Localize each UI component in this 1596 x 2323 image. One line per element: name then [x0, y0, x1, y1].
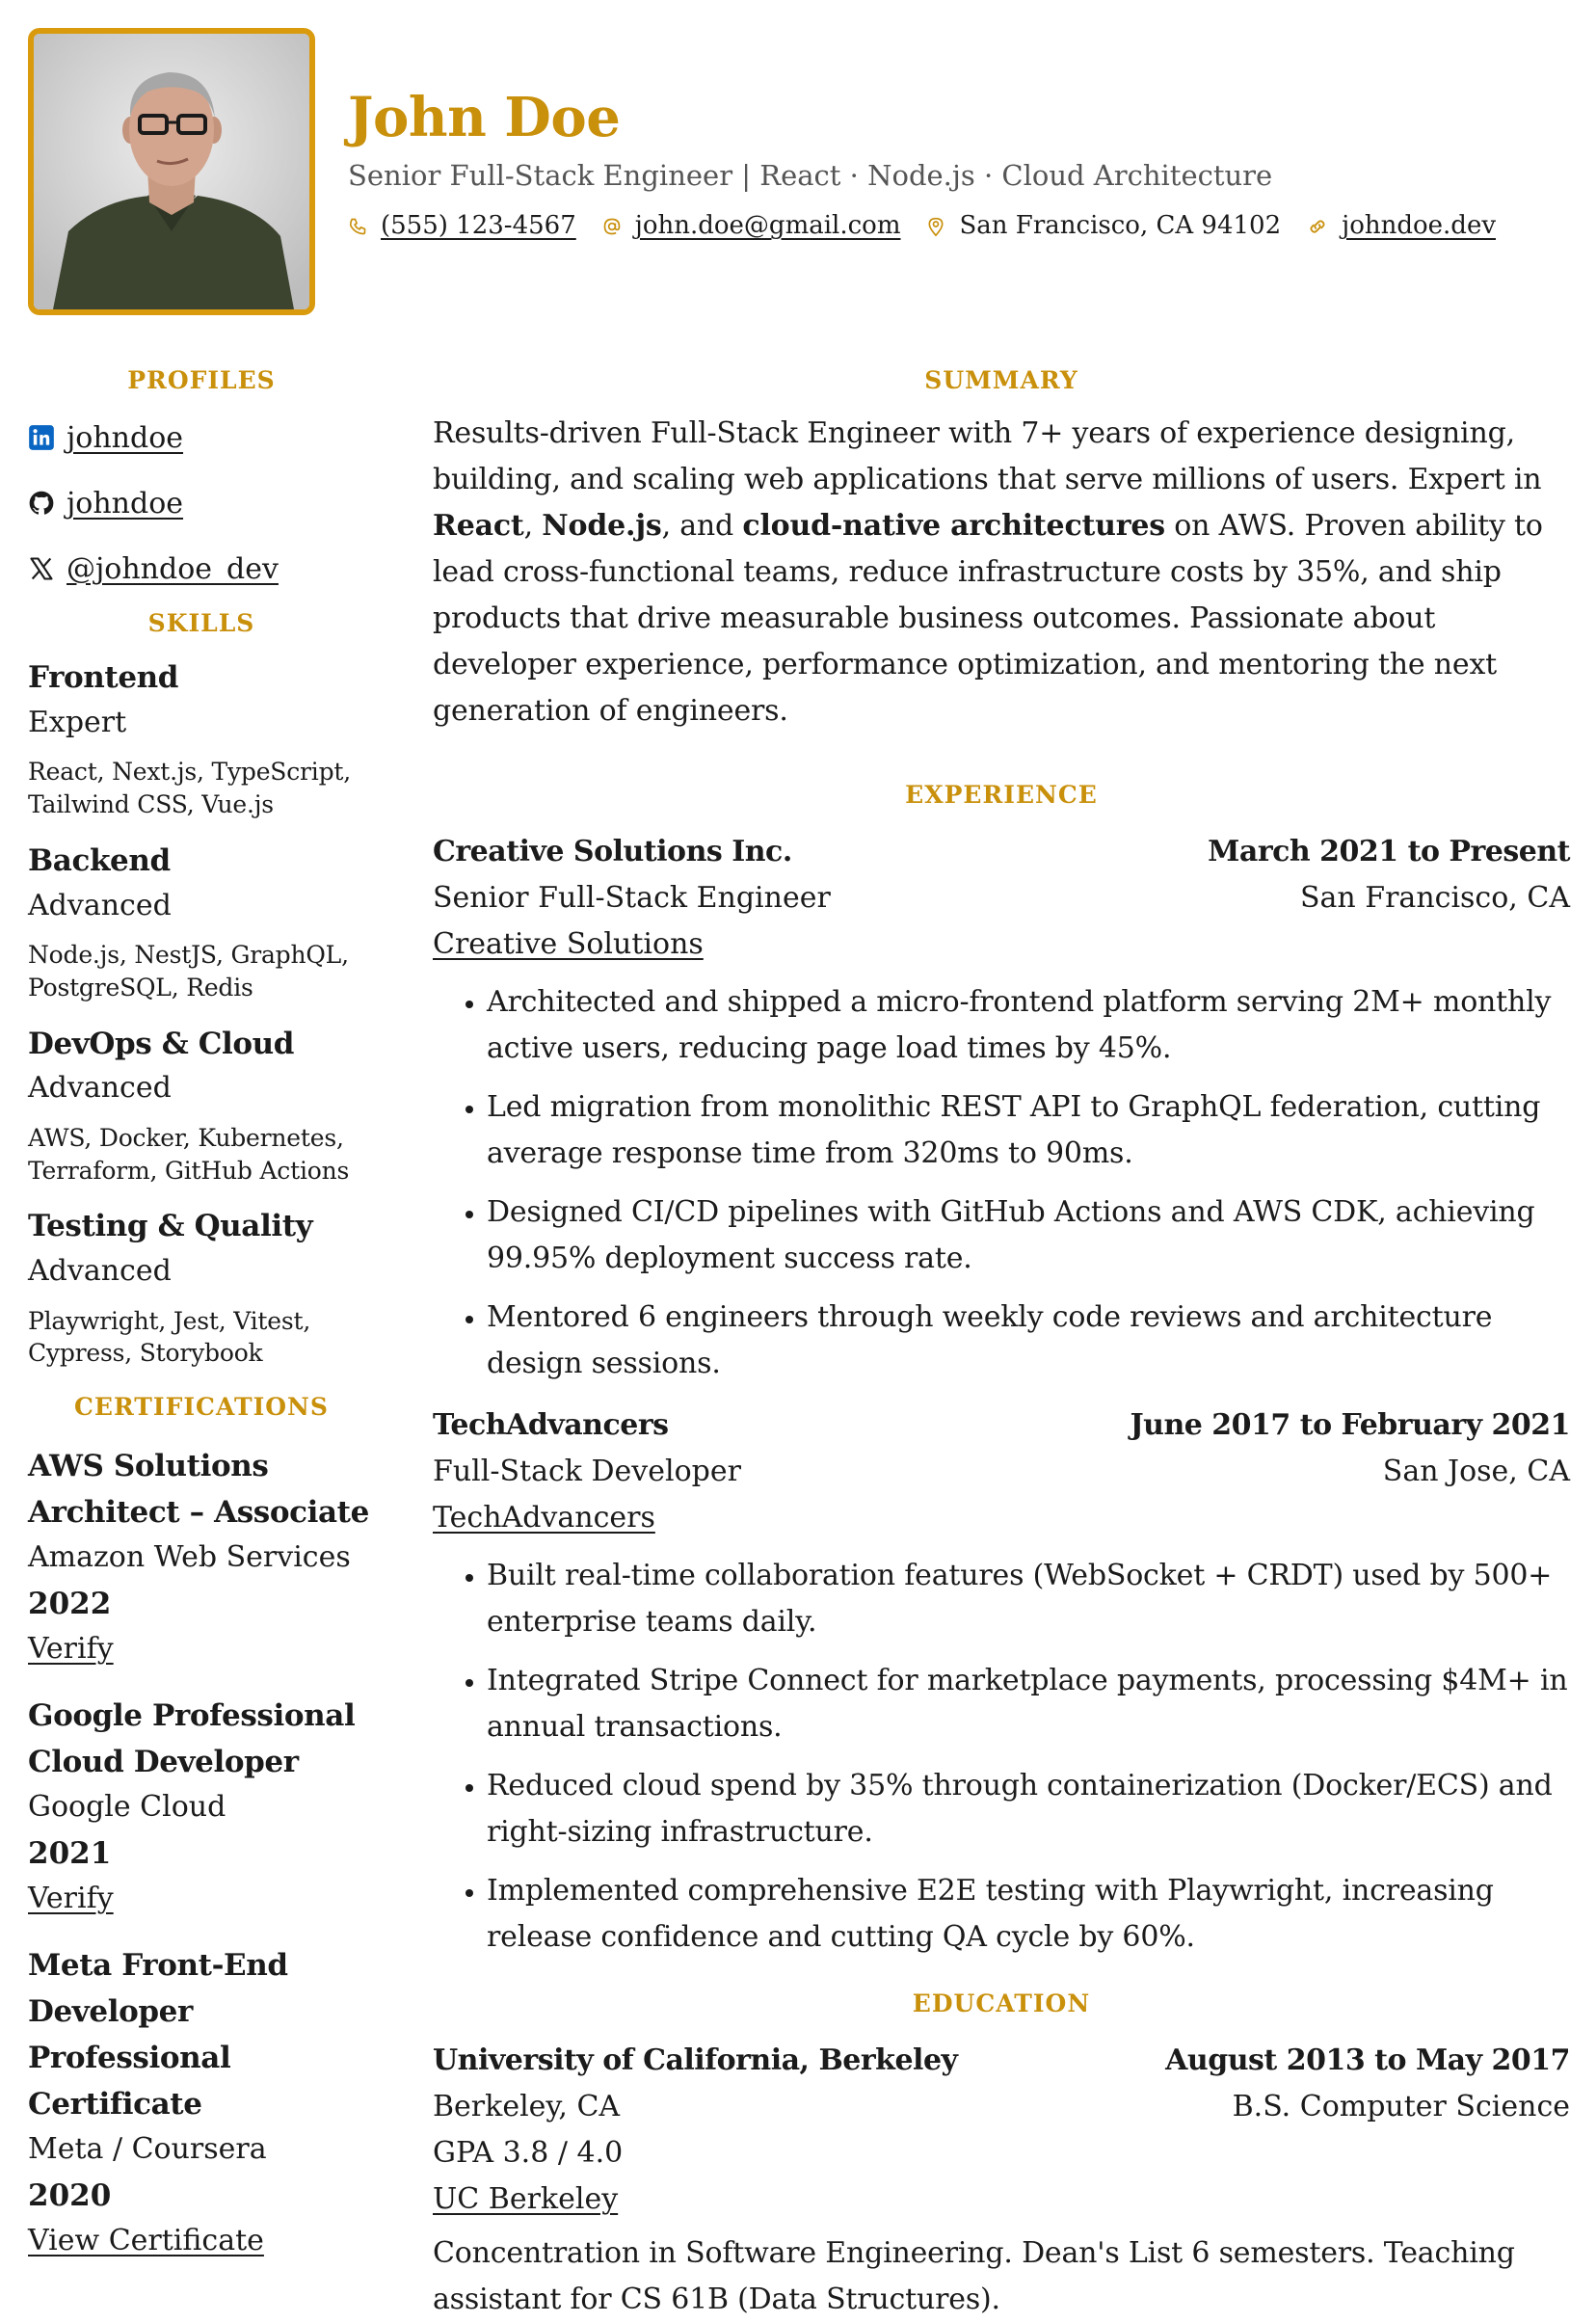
gpa: GPA 3.8 / 4.0 — [433, 2136, 624, 2170]
company-link-row[interactable] — [433, 921, 1570, 968]
experience-sub-row — [433, 875, 1570, 921]
skills-list — [28, 659, 375, 1370]
education-sub-row — [433, 2084, 1570, 2130]
contact-phone[interactable] — [348, 211, 576, 241]
skill-name: Backend — [28, 842, 171, 878]
profile-username[interactable]: johndoe — [66, 420, 184, 455]
profile-username[interactable]: johndoe — [66, 486, 184, 521]
summary-part: , — [523, 509, 543, 543]
education-dates: August 2013 to May 2017 — [1165, 2043, 1570, 2077]
experience-item — [433, 829, 1570, 1387]
institution-link[interactable]: UC Berkeley — [433, 2182, 619, 2216]
company-name: Creative Solutions Inc. — [433, 835, 792, 868]
phone-icon — [348, 217, 367, 236]
summary-part: on AWS. Proven ability to lead cross-functional teams, reduce infrastructure costs by 35%, and ship products that drive measurable business outcomes. Passionate about developer experience, performance optimization, and mentoring the next generation of engineers. — [433, 509, 1543, 728]
highlight-item: • Built real-time collaboration features (WebSocket + CRDT) used by 500+ enterprise teams daily. — [487, 1553, 1570, 1645]
verify-link[interactable]: Verify — [28, 1631, 114, 1666]
skill-item — [28, 1208, 375, 1370]
profile-photo — [28, 28, 315, 315]
summary-emphasis: React — [433, 509, 524, 543]
experience-header-row — [433, 1402, 1570, 1449]
certification-year: 2020 — [28, 2177, 112, 2213]
skill-level: Advanced — [28, 888, 172, 922]
highlight-item: • Architected and shipped a micro-frontend platform serving 2M+ monthly active users, reducing page load times by 45%. — [487, 979, 1570, 1072]
summary-emphasis: Node.js — [542, 509, 662, 543]
summary-part: Results-driven Full-Stack Engineer with 7+ years of experience designing, building, and scaling web applications that serve millions of users. Expert in — [433, 416, 1542, 496]
highlight-item: • Integrated Stripe Connect for marketplace payments, processing $4M+ in annual transactions. — [487, 1658, 1570, 1750]
certification-issuer: Google Cloud — [28, 1790, 226, 1825]
link-icon — [1307, 216, 1328, 237]
summary-heading: SUMMARY — [924, 366, 1078, 394]
certification-issuer: Amazon Web Services — [28, 1540, 351, 1575]
skill-level: Expert — [28, 705, 127, 739]
experience-header-row — [433, 829, 1570, 875]
verify-link[interactable]: Verify — [28, 1881, 114, 1915]
certification-issuer: Meta / Coursera — [28, 2132, 267, 2167]
website-link[interactable]: johndoe.dev — [1342, 211, 1497, 240]
summary-part: , and — [661, 509, 743, 543]
certification-item — [28, 1443, 375, 1671]
highlights-list — [433, 1553, 1570, 1961]
education-header-row — [433, 2038, 1570, 2084]
skill-keywords: AWS, Docker, Kubernetes, Terraform, GitHub Actions — [28, 1123, 350, 1185]
main-column — [433, 366, 1570, 2323]
at-sign-icon — [602, 217, 622, 236]
certification-year: 2021 — [28, 1835, 112, 1871]
linkedin-icon — [28, 424, 55, 451]
skills-heading: SKILLS — [147, 609, 255, 637]
employment-dates: June 2017 to February 2021 — [1130, 1408, 1570, 1442]
skill-name: DevOps & Cloud — [28, 1026, 295, 1061]
sidebar-column — [28, 366, 375, 2264]
highlight-item: • Led migration from monolithic REST API to GraphQL federation, cutting average response time from 320ms to 90ms. — [487, 1084, 1570, 1177]
education-heading: EDUCATION — [912, 1989, 1091, 2017]
certifications-heading: CERTIFICATIONS — [74, 1393, 329, 1421]
profile-linkedin[interactable] — [28, 418, 375, 457]
experience-item — [433, 1402, 1570, 1961]
highlight-item: • Mentored 6 engineers through weekly code reviews and architecture design sessions. — [487, 1295, 1570, 1387]
employment-dates: March 2021 to Present — [1208, 835, 1570, 868]
map-pin-icon — [926, 216, 945, 237]
company-link[interactable]: TechAdvancers — [433, 1501, 655, 1535]
education-location: Berkeley, CA — [433, 2090, 621, 2123]
institution-link-row[interactable] — [433, 2176, 1570, 2223]
skill-level: Advanced — [28, 1071, 172, 1106]
contact-bar — [348, 211, 1522, 241]
profile-x[interactable] — [28, 549, 375, 588]
summary-emphasis: cloud-native architectures — [742, 509, 1165, 543]
location-text: San Francisco, CA 94102 — [959, 211, 1282, 240]
certification-name: Meta Front-End Developer Professional Certificate — [28, 1948, 288, 2123]
degree: B.S. Computer Science — [1232, 2090, 1570, 2123]
education-item — [433, 2038, 1570, 2323]
skill-item — [28, 842, 375, 1004]
profile-username[interactable]: @johndoe_dev — [66, 551, 279, 586]
certification-item — [28, 1942, 375, 2263]
job-location: San Jose, CA — [1382, 1455, 1570, 1488]
highlights-list — [433, 979, 1570, 1387]
email-link[interactable]: john.doe@gmail.com — [634, 211, 901, 240]
candidate-name: John Doe — [348, 86, 621, 149]
education-description: Concentration in Software Engineering. Dean's List 6 semesters. Teaching assistant for CS 61B (Data Structures). — [433, 2236, 1515, 2316]
resume-header — [28, 28, 1570, 317]
skill-item — [28, 1026, 375, 1188]
skill-name: Frontend — [28, 660, 179, 695]
summary-text — [433, 411, 1570, 734]
highlight-item: • Reduced cloud spend by 35% through containerization (Docker/ECS) and right-sizing infrastructure. — [487, 1763, 1570, 1856]
skill-keywords: React, Next.js, TypeScript, Tailwind CSS, Vue.js — [28, 758, 351, 818]
experience-sub-row — [433, 1449, 1570, 1495]
job-location: San Francisco, CA — [1299, 881, 1570, 915]
x-icon — [28, 555, 55, 582]
skill-item — [28, 659, 375, 821]
job-position: Senior Full-Stack Engineer — [433, 881, 831, 915]
certification-link[interactable] — [28, 1877, 375, 1922]
certifications-list — [28, 1443, 375, 2264]
highlight-item: • Designed CI/CD pipelines with GitHub Actions and AWS CDK, achieving 99.95% deployment success rate. — [487, 1189, 1570, 1282]
company-name: TechAdvancers — [433, 1408, 669, 1442]
profiles-heading: PROFILES — [127, 366, 276, 394]
profile-github[interactable] — [28, 484, 375, 522]
certification-name: AWS Solutions Architect – Associate — [28, 1449, 369, 1531]
github-icon — [28, 490, 55, 517]
job-position: Full-Stack Developer — [433, 1455, 741, 1488]
contact-location — [926, 211, 1281, 241]
institution-name: University of California, Berkeley — [433, 2043, 958, 2077]
certification-link[interactable] — [28, 2219, 375, 2264]
skill-keywords: Node.js, NestJS, GraphQL, PostgreSQL, Redis — [28, 941, 349, 1001]
experience-heading: EXPERIENCE — [905, 781, 1098, 809]
highlight-item: • Implemented comprehensive E2E testing with Playwright, increasing release confidence and cutting QA cycle by 60%. — [487, 1868, 1570, 1961]
contact-email[interactable] — [602, 211, 901, 241]
contact-website[interactable] — [1307, 211, 1496, 241]
certification-name: Google Professional Cloud Developer — [28, 1698, 356, 1780]
certification-item — [28, 1693, 375, 1921]
profiles-list — [28, 418, 375, 588]
view-certificate-link[interactable]: View Certificate — [28, 2224, 264, 2258]
phone-link[interactable]: (555) 123-4567 — [381, 211, 576, 240]
candidate-headline: Senior Full-Stack Engineer | React · Node.js · Cloud Architecture — [348, 159, 1273, 192]
company-link-row[interactable] — [433, 1495, 1570, 1541]
company-link[interactable]: Creative Solutions — [433, 927, 704, 961]
skill-level: Advanced — [28, 1254, 172, 1288]
skill-keywords: Playwright, Jest, Vitest, Cypress, Storybook — [28, 1306, 311, 1368]
certification-link[interactable] — [28, 1627, 375, 1672]
skill-name: Testing & Quality — [28, 1209, 313, 1244]
certification-year: 2022 — [28, 1586, 112, 1621]
